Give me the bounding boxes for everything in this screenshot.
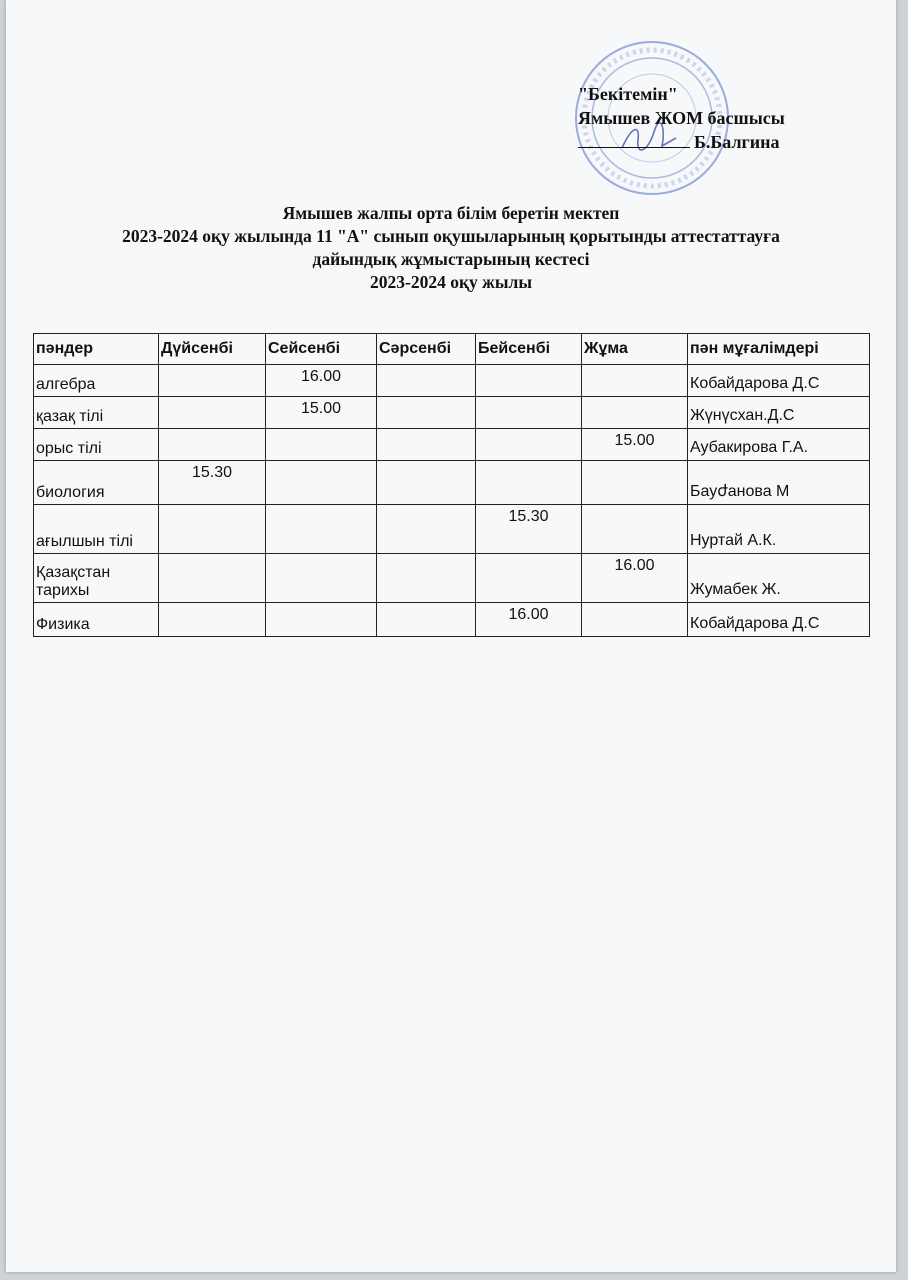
wednesday-cell — [377, 554, 476, 603]
table-row — [34, 554, 870, 603]
tuesday-cell: 15.00 — [266, 397, 377, 429]
monday-cell — [159, 603, 266, 637]
wednesday-cell — [377, 429, 476, 461]
thursday-cell: 16.00 — [476, 603, 582, 637]
friday-cell — [582, 365, 688, 397]
schedule-title-cont: дайындық жұмыстарының кестесі — [312, 249, 590, 269]
table-row — [34, 397, 870, 429]
tuesday-cell: 16.00 — [266, 365, 377, 397]
teacher-cell: Жүнүсхан.Д.С — [688, 397, 870, 429]
tuesday-cell — [266, 603, 377, 637]
monday-cell — [159, 429, 266, 461]
thursday-cell: 15.30 — [476, 505, 582, 554]
tuesday-cell — [266, 554, 377, 603]
schedule-table — [33, 333, 870, 637]
approval-title: "Бекітемін" — [578, 84, 678, 104]
wednesday-cell — [377, 397, 476, 429]
subject-cell: қазақ тілі — [34, 397, 159, 429]
wednesday-cell — [377, 505, 476, 554]
friday-cell: 16.00 — [582, 554, 688, 603]
approval-signer: Б.Балгина — [694, 132, 780, 152]
monday-cell — [159, 505, 266, 554]
monday-cell — [159, 397, 266, 429]
tuesday-cell — [266, 429, 377, 461]
subject-cell: орыс тілі — [34, 429, 159, 461]
subject-cell: Физика — [34, 603, 159, 637]
monday-cell — [159, 365, 266, 397]
wednesday-cell — [377, 365, 476, 397]
teacher-cell: Бауժанова М — [688, 461, 870, 505]
approval-position: Ямышев ЖОМ басшысы — [578, 108, 785, 128]
subject-cell: Қазақстан тарихы — [34, 554, 159, 603]
subject-cell: ағылшын тілі — [34, 505, 159, 554]
thursday-cell — [476, 554, 582, 603]
thursday-cell — [476, 461, 582, 505]
teacher-cell: Аубакирова Г.А. — [688, 429, 870, 461]
table-row — [34, 603, 870, 637]
table-row — [34, 461, 870, 505]
schedule-title: 2023-2024 оқу жылында 11 "А" сынып оқушыларының қорытынды аттестаттауға — [122, 226, 780, 246]
header-monday: Дүйсенбі — [159, 334, 266, 365]
header-teachers: пән мұғалімдері — [688, 334, 870, 365]
school-name: Ямышев жалпы орта білім беретін мектеп — [282, 203, 620, 223]
header-tuesday: Сейсенбі — [266, 334, 377, 365]
table-row — [34, 429, 870, 461]
teacher-cell: Кобайдарова Д.С — [688, 365, 870, 397]
thursday-cell — [476, 429, 582, 461]
header-wednesday: Сәрсенбі — [377, 334, 476, 365]
academic-year: 2023-2024 оқу жылы — [370, 272, 532, 292]
header-thursday: Бейсенбі — [476, 334, 582, 365]
wednesday-cell — [377, 603, 476, 637]
document-heading — [26, 202, 876, 294]
header-subjects: пәндер — [34, 334, 159, 365]
wednesday-cell — [377, 461, 476, 505]
document-page — [6, 0, 896, 1272]
table-row — [34, 505, 870, 554]
subject-cell: биология — [34, 461, 159, 505]
table-header-row — [34, 334, 870, 365]
table-row — [34, 365, 870, 397]
monday-cell — [159, 554, 266, 603]
thursday-cell — [476, 365, 582, 397]
friday-cell — [582, 397, 688, 429]
approval-signer-line — [578, 130, 785, 154]
teacher-cell: Кобайдарова Д.С — [688, 603, 870, 637]
friday-cell: 15.00 — [582, 429, 688, 461]
signature-line — [578, 131, 690, 148]
friday-cell — [582, 461, 688, 505]
teacher-cell: Нуртай А.К. — [688, 505, 870, 554]
approval-block — [578, 82, 785, 154]
thursday-cell — [476, 397, 582, 429]
tuesday-cell — [266, 505, 377, 554]
subject-cell: алгебра — [34, 365, 159, 397]
friday-cell — [582, 505, 688, 554]
header-friday: Жұма — [582, 334, 688, 365]
teacher-cell: Жумабек Ж. — [688, 554, 870, 603]
tuesday-cell — [266, 461, 377, 505]
monday-cell: 15.30 — [159, 461, 266, 505]
friday-cell — [582, 603, 688, 637]
